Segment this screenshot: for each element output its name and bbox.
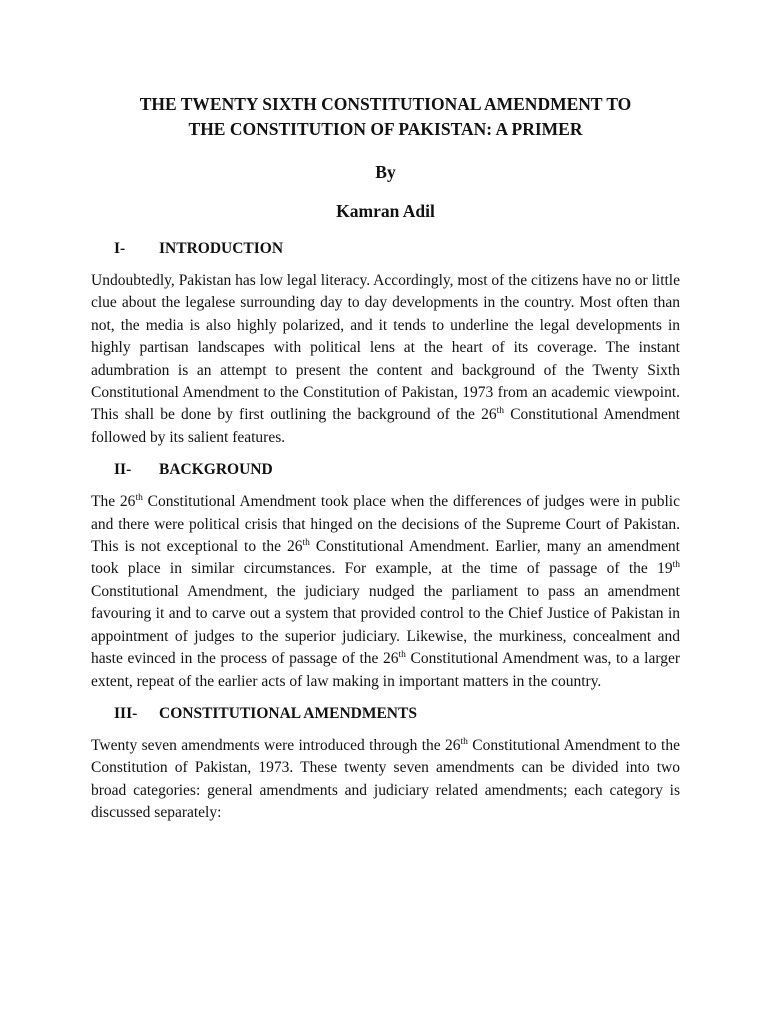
ordinal-suffix: th <box>460 736 468 747</box>
section-heading-background <box>91 459 680 481</box>
title-line-2: THE CONSTITUTION OF PAKISTAN: A PRIMER <box>188 119 583 139</box>
paragraph-text: Constitutional Amendment. Earlier, many an amendment took place in similar circumstances. For example, at the time of passage of the 19 <box>91 538 680 578</box>
paragraph-text: The 26 <box>91 493 136 511</box>
author-name: Kamran Adil <box>336 201 435 221</box>
introduction-paragraph <box>91 270 680 449</box>
section-title: CONSTITUTIONAL AMENDMENTS <box>159 704 417 722</box>
section-number: III- <box>114 704 138 722</box>
section-heading-introduction <box>91 238 680 260</box>
paragraph-text: Constitutional Amendment was, to a larger extent, repeat of the earlier acts of law making in important matters in the country. <box>91 650 680 690</box>
amendments-paragraph <box>91 735 680 825</box>
ordinal-suffix: th <box>398 649 406 660</box>
ordinal-suffix: th <box>496 406 504 417</box>
section-heading-constitutional-amendments <box>91 703 680 725</box>
ordinal-suffix: th <box>672 560 680 571</box>
section-title: INTRODUCTION <box>159 240 284 257</box>
by-line: By <box>375 162 396 182</box>
ordinal-suffix: th <box>302 537 310 548</box>
title-line-1: THE TWENTY SIXTH CONSTITUTIONAL AMENDMENT TO <box>139 94 632 114</box>
section-number: I- <box>114 240 126 257</box>
paragraph-text: Undoubtedly, Pakistan has low legal literacy. Accordingly, most of the citizens have no or little clue about the legalese surrounding day to day developments in the country. Most often than not, the media is also highly polarized, and it tends to underline the legal developments in highly partisan landscapes with political lens at the heart of its coverage. The instant adumbration is an attempt to present the content and background of the Twenty Sixth Constitutional Amendment to the Constitution of Pakistan, 1973 from an academic viewpoint. This shall be done by first outlining the background of the 26 <box>91 272 680 424</box>
section-title: BACKGROUND <box>159 461 273 479</box>
paragraph-text: Constitutional Amendment followed by its salient features. <box>91 406 680 446</box>
document-title <box>91 92 680 142</box>
paragraph-text: Constitutional Amendment, the judiciary nudged the parliament to pass an amendment favouring it and to carve out a system that provided control to the Chief Justice of Pakistan in appointment of judges to the superior judiciary. Likewise, the murkiness, concealment and haste evinced in the process of passage of the 26 <box>91 582 680 668</box>
section-number: II- <box>114 461 132 479</box>
paragraph-text: Constitutional Amendment took place when the differences of judges were in public and there were political crisis that hinged on the decisions of the Supreme Court of Pakistan. This is not exceptional to the 26 <box>91 493 680 556</box>
background-paragraph <box>91 491 680 693</box>
paragraph-text: Constitutional Amendment to the Constitution of Pakistan, 1973. These twenty seven amendments can be divided into two broad categories: general amendments and judiciary related amendments; each category is discussed separately: <box>91 736 680 822</box>
ordinal-suffix: th <box>135 493 143 504</box>
paragraph-text: Twenty seven amendments were introduced through the 26 <box>91 736 461 754</box>
